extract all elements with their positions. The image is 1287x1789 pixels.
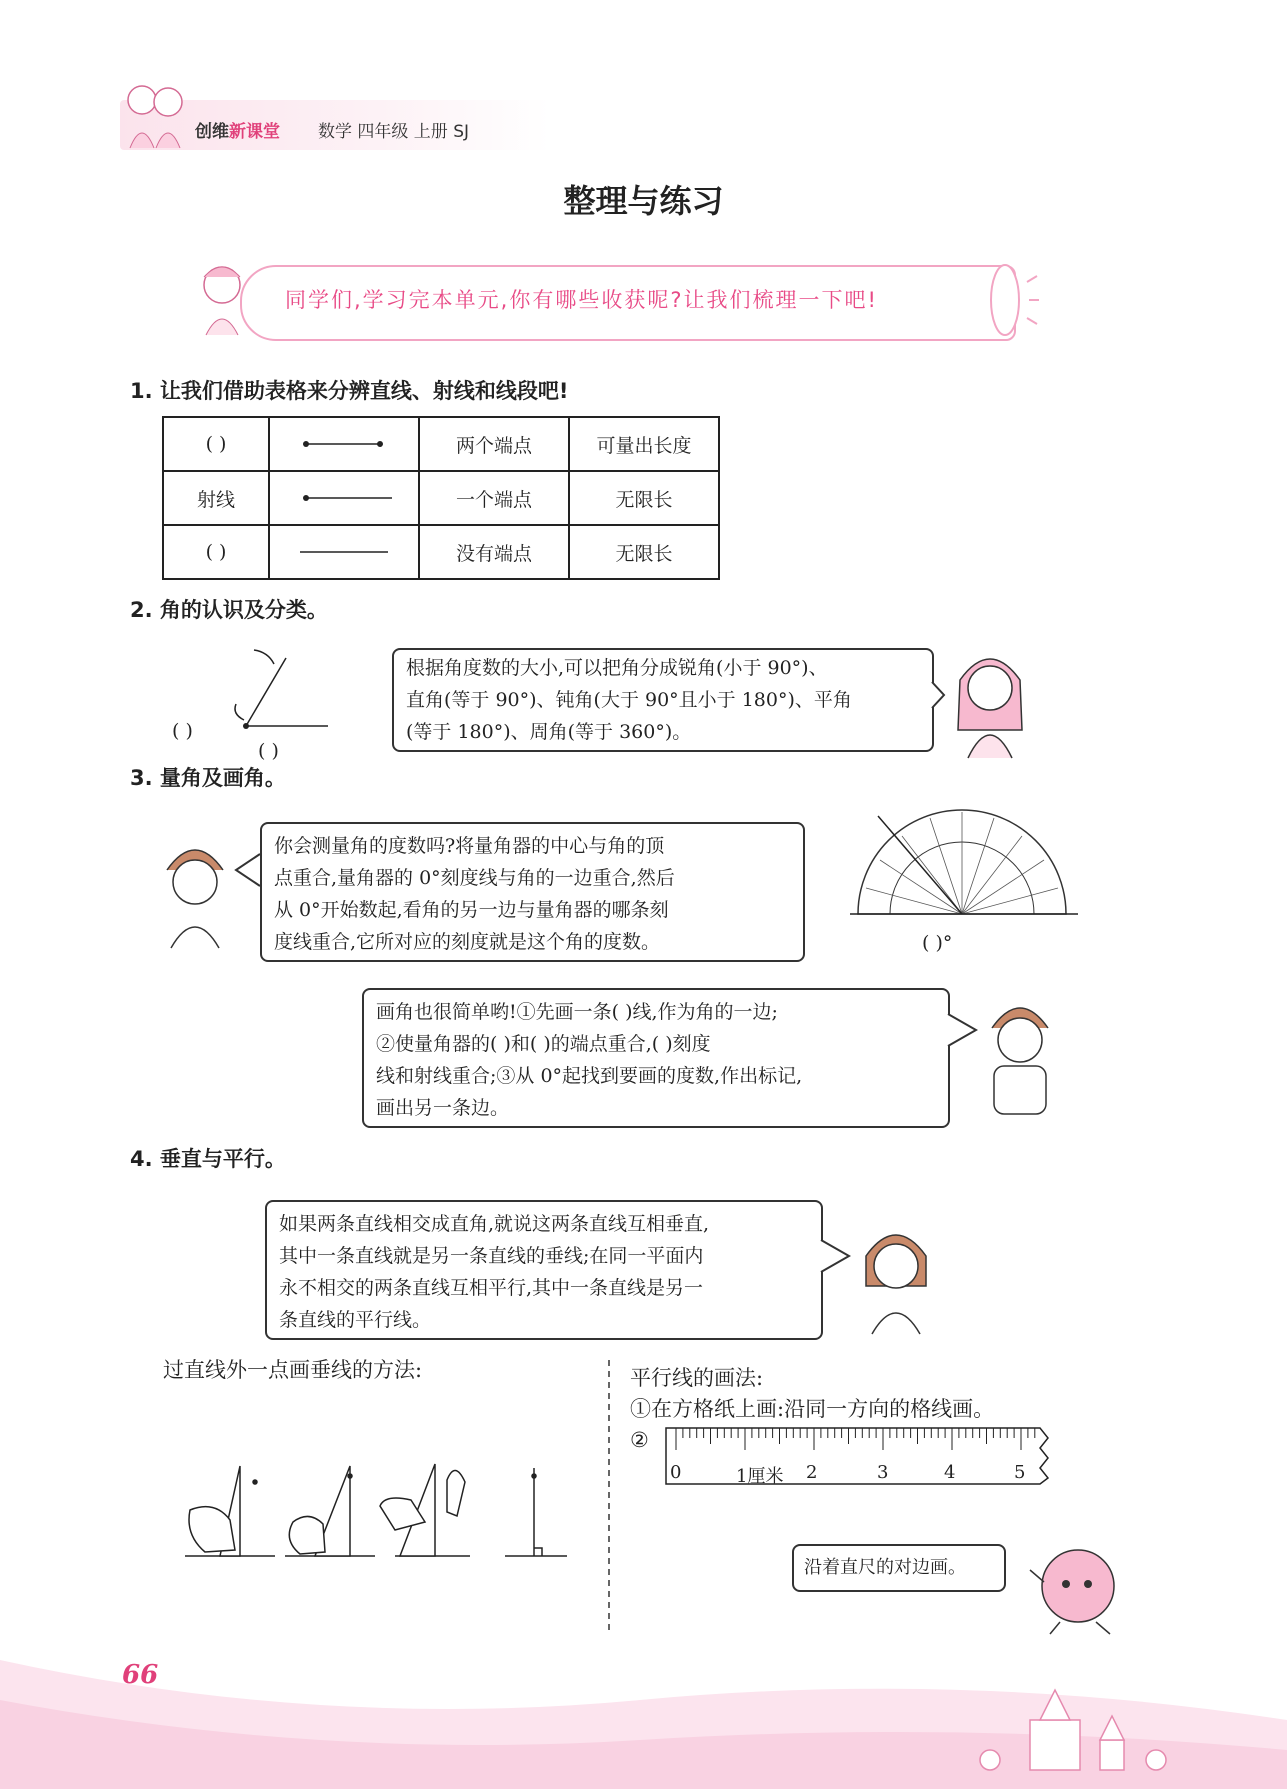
bubble-tail-right [819, 1236, 853, 1276]
protractor-figure [850, 808, 1080, 920]
ruler-label: 0 [670, 1462, 682, 1483]
bubble-line: 画角也很简单哟!①先画一条( )线,作为角的一边; [376, 1001, 778, 1023]
castle-decoration [970, 1650, 1190, 1780]
book-info: 数学 四年级 上册 SJ [318, 122, 470, 142]
parallel-method-title: 平行线的画法: [630, 1366, 764, 1390]
intro-banner-text: 同学们,学习完本单元,你有哪些收获呢?让我们梳理一下吧! [285, 288, 878, 312]
bubble-tail [930, 680, 946, 710]
perpendicular-method-title: 过直线外一点画垂线的方法: [163, 1358, 423, 1382]
scroll-end-decoration [985, 262, 1040, 342]
ruler-label: 2 [806, 1462, 818, 1483]
brand-part2: 新课堂 [229, 122, 280, 142]
bubble-line: 根据角度数的大小,可以把角分成锐角(小于 90°)、 [406, 657, 828, 679]
tip-bubble: 沿着直尺的对边画。 [792, 1544, 1006, 1592]
perpendicular-steps-figure [185, 1440, 575, 1565]
bubble-line: 点重合,量角器的 0°刻度线与角的一边重合,然后 [274, 867, 675, 889]
bubble-line: 直角(等于 90°)、钝角(大于 90°且小于 180°)、平角 [406, 689, 852, 711]
bubble-line: 条直线的平行线。 [279, 1309, 432, 1331]
table-cell-figure [269, 471, 419, 525]
parallel-step2-marker: ② [630, 1428, 649, 1452]
angle-figure [220, 648, 340, 738]
table-cell-endpoints: 两个端点 [419, 417, 569, 471]
q1-heading: 1. 让我们借助表格来分辨直线、射线和线段吧! [130, 379, 569, 403]
bubble-line: (等于 180°)、周角(等于 360°)。 [406, 721, 692, 743]
parallel-step1: ①在方格纸上画:沿同一方向的格线画。 [630, 1397, 995, 1421]
q3-heading: 3. 量角及画角。 [130, 766, 286, 790]
brand-part1: 创维 [195, 122, 229, 142]
bubble-line: 线和射线重合;③从 0°起找到要画的度数,作出标记, [376, 1065, 803, 1087]
table-cell-length: 可量出长度 [569, 417, 719, 471]
measure-angle-bubble [260, 822, 805, 962]
bubble-line: 画出另一条边。 [376, 1097, 510, 1119]
q4-heading: 4. 垂直与平行。 [130, 1147, 286, 1171]
protractor-answer-blank: ( )° [922, 932, 953, 954]
bubble-line: 从 0°开始数起,看角的另一边与量角器的哪条刻 [274, 899, 669, 921]
table-cell-endpoints: 一个端点 [419, 471, 569, 525]
bubble-line: 如果两条直线相交成直角,就说这两条直线互相垂直, [279, 1213, 710, 1235]
boy-illustration [155, 830, 235, 950]
table-cell-figure [269, 417, 419, 471]
perpendicular-parallel-bubble [265, 1200, 823, 1340]
ruler-label: 4 [944, 1462, 956, 1483]
ruler-label: 3 [877, 1462, 889, 1483]
header-kids-illustration [120, 78, 190, 150]
bubble-line: ②使量角器的( )和( )的端点重合,( )刻度 [376, 1033, 711, 1055]
page-title: 整理与练习 [563, 182, 724, 220]
ruler-label: 5 [1014, 1462, 1026, 1483]
girl-thinking-illustration [856, 1216, 936, 1336]
pink-ball-character [1010, 1538, 1140, 1638]
bubble-line: 度线重合,它所对应的刻度就是这个角的度数。 [274, 931, 661, 953]
draw-angle-bubble [362, 988, 950, 1128]
segment-figure [294, 438, 394, 450]
line-figure [294, 546, 394, 558]
table-cell-length: 无限长 [569, 471, 719, 525]
table-row [163, 471, 719, 525]
page-number: 66 [122, 1660, 159, 1690]
table-cell-name: ( ) [163, 417, 269, 471]
table-row [163, 417, 719, 471]
bubble-line: 你会测量角的度数吗?将量角器的中心与角的顶 [274, 835, 665, 857]
q2-heading: 2. 角的认识及分类。 [130, 598, 328, 622]
ruler-figure [664, 1426, 1054, 1486]
bubble-line: 永不相交的两条直线互相平行,其中一条直线是另一 [279, 1277, 704, 1299]
angle-blank-vertex: ( ) [172, 720, 193, 742]
ruler-label: 1厘米 [736, 1466, 784, 1487]
section-divider [607, 1360, 611, 1630]
bubble-tail-right [946, 1010, 980, 1050]
table-row [163, 525, 719, 579]
table-cell-figure [269, 525, 419, 579]
bubble-line: 其中一条直线就是另一条直线的垂线;在同一平面内 [279, 1245, 704, 1267]
line-comparison-table [162, 416, 720, 580]
brand-name [195, 117, 280, 142]
table-cell-name: 射线 [163, 471, 269, 525]
table-cell-length: 无限长 [569, 525, 719, 579]
bubble-tail-left [232, 850, 262, 890]
angle-blank-side: ( ) [258, 740, 279, 762]
table-cell-endpoints: 没有端点 [419, 525, 569, 579]
table-cell-name: ( ) [163, 525, 269, 579]
boy-backpack-illustration [980, 988, 1060, 1118]
ray-figure [294, 492, 394, 504]
girl-illustration [950, 640, 1030, 760]
angle-classification-bubble [392, 648, 934, 752]
